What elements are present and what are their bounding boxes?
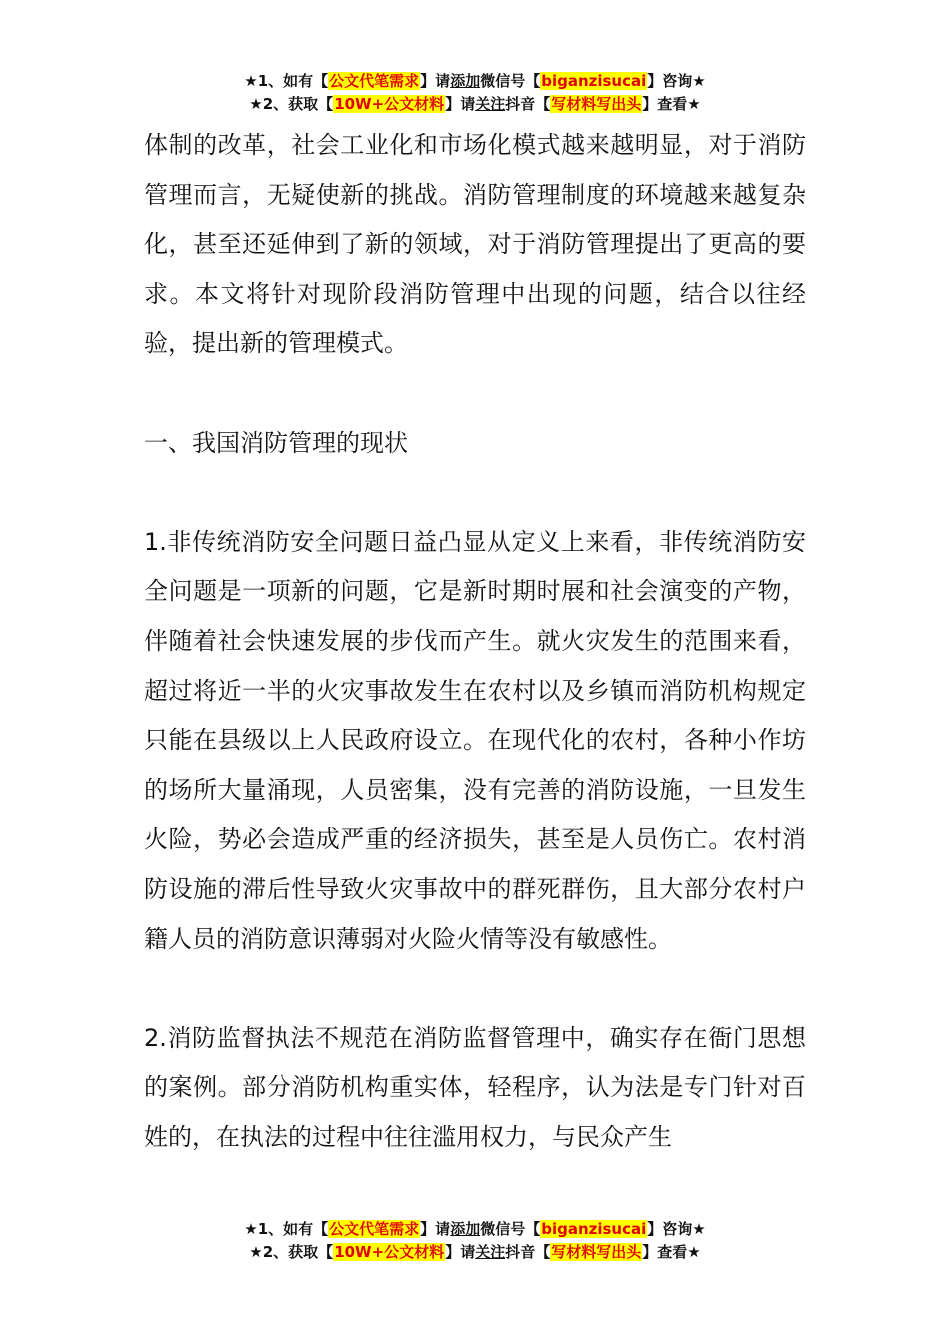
notice-line-1 (0, 1218, 950, 1241)
top-notice-banner (0, 70, 950, 116)
item-1-paragraph: 1.非传统消防安全问题日益凸显从定义上来看，非传统消防安全问题是一项新的问题，它是新时期时展和社会演变的产物，伴随着社会快速发展的步伐而产生。就火灾发生的范围来看，超过将近一半的火灾事故发生在农村以及乡镇而消防机构规定只能在县级以上人民政府设立。在现代化的农村，各种小作坊的场所大量涌现，人员密集，没有完善的消防设施，一旦发生火险，势必会造成严重的经济损失，甚至是人员伤亡。农村消防设施的滞后性导致火灾事故中的群死群伤，且大部分农村户籍人员的消防意识薄弱对火险火情等没有敏感性。 (144, 527, 806, 953)
notice-text: ★2、获取【 (249, 1243, 334, 1261)
notice-emphasis: 关注 (475, 1243, 506, 1261)
notice-text: 】请 (420, 1220, 451, 1238)
notice-emphasis: 添加 (450, 1220, 481, 1238)
notice-text: 微信号【 (480, 72, 541, 90)
highlight-materials: 10W+公文材料 (334, 95, 445, 113)
highlight-materials: 10W+公文材料 (334, 1243, 445, 1261)
notice-text: 】请 (445, 95, 476, 113)
highlight-wechat-id: biganzisucai (541, 1220, 647, 1238)
notice-line-1 (0, 70, 950, 93)
paragraph-gap (144, 964, 806, 1014)
notice-text: 微信号【 (480, 1220, 541, 1238)
notice-text: ★1、如有【 (244, 72, 329, 90)
highlight-douyin-account: 写材料写出头 (551, 95, 642, 113)
document-body (144, 121, 806, 1162)
notice-line-2 (0, 1241, 950, 1264)
section-heading: 一、我国消防管理的现状 (144, 428, 408, 457)
notice-text: 】咨询★ (647, 1220, 706, 1238)
paragraph-gap (144, 468, 806, 518)
notice-text: 】咨询★ (647, 72, 706, 90)
intro-paragraph: 体制的改革，社会工业化和市场化模式越来越明显，对于消防管理而言，无疑使新的挑战。消防管理制度的环境越来越复杂化，甚至还延伸到了新的领域，对于消防管理提出了更高的要求。本文将针对现阶段消防管理中出现的问题，结合以往经验，提出新的管理模式。 (144, 131, 806, 358)
notice-text: 抖音【 (505, 95, 551, 113)
notice-text: 】查看★ (642, 1243, 701, 1261)
notice-emphasis: 添加 (450, 72, 481, 90)
notice-text: 】请 (420, 72, 451, 90)
bottom-notice-banner (0, 1218, 950, 1264)
notice-text: ★2、获取【 (249, 95, 334, 113)
highlight-service: 公文代笔需求 (329, 1220, 420, 1238)
notice-text: 】请 (445, 1243, 476, 1261)
highlight-wechat-id: biganzisucai (541, 72, 647, 90)
notice-text: 抖音【 (505, 1243, 551, 1261)
highlight-douyin-account: 写材料写出头 (551, 1243, 642, 1261)
notice-line-2 (0, 93, 950, 116)
paragraph-gap (144, 369, 806, 419)
notice-emphasis: 关注 (475, 95, 506, 113)
item-2-paragraph: 2.消防监督执法不规范在消防监督管理中，确实存在衙门思想的案例。部分消防机构重实体，轻程序，认为法是专门针对百姓的，在执法的过程中往往滥用权力，与民众产生 (144, 1023, 806, 1151)
highlight-service: 公文代笔需求 (329, 72, 420, 90)
notice-text: 】查看★ (642, 95, 701, 113)
notice-text: ★1、如有【 (244, 1220, 329, 1238)
